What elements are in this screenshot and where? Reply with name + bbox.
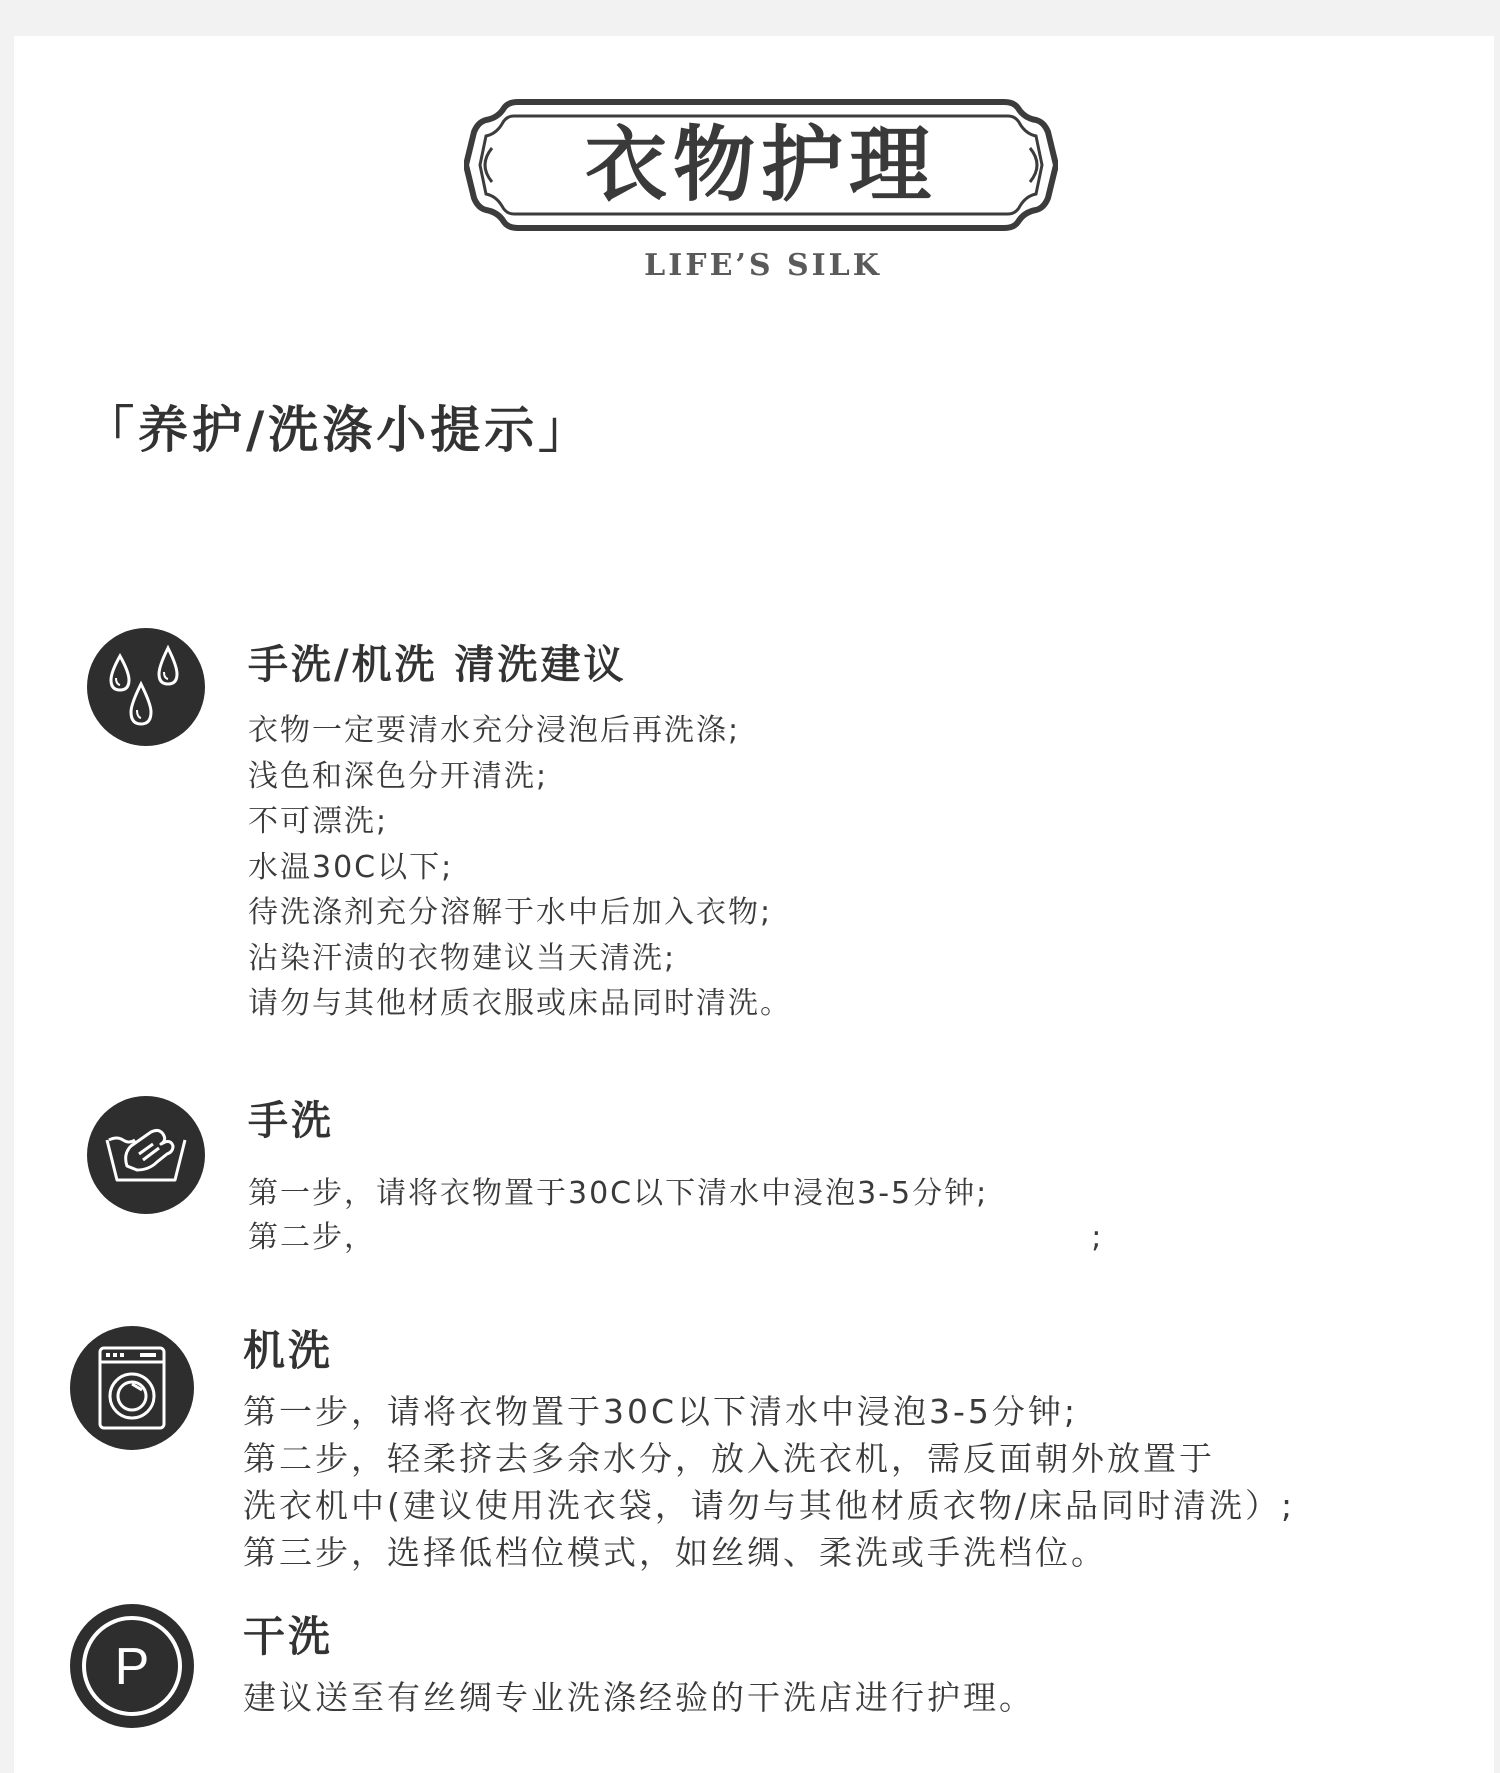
body-line: 第三步，选择低档位模式，如丝绸、柔洗或手洗档位。 (243, 1533, 1107, 1572)
water-drops-icon (87, 628, 205, 746)
care-page (14, 36, 1494, 1773)
section-title: 手洗 (248, 1098, 334, 1144)
section-body (248, 1172, 1103, 1260)
section-title: 干洗 (243, 1612, 334, 1661)
tips-heading: 「养护/洗涤小提示」 (84, 401, 593, 459)
body-line: 待洗涤剂充分溶解于水中后加入衣物; (248, 895, 773, 930)
dry-clean-p-icon (70, 1604, 194, 1728)
body-line: 建议送至有丝绸专业洗涤经验的干洗店进行护理。 (243, 1678, 1035, 1717)
body-line: 请勿与其他材质衣服或床品同时清洗。 (248, 986, 792, 1021)
body-line: 第二步，轻柔挤去多余水分，放入洗衣机，需反面朝外放置于 (243, 1439, 1215, 1478)
hand-wash-icon (87, 1096, 205, 1214)
body-line: 水温30C以下; (248, 849, 454, 885)
body-line: 洗衣机中(建议使用洗衣袋，请勿与其他材质衣物/床品同时清洗）; (243, 1486, 1296, 1525)
body-line: 第一步，请将衣物置于30C以下清水中浸泡3-5分钟; (243, 1392, 1079, 1431)
section-body (243, 1388, 1295, 1576)
section-title: 机洗 (243, 1326, 334, 1375)
dry-clean-letter: P (114, 1638, 150, 1696)
section-body (248, 708, 792, 1027)
section-title: 手洗/机洗 清洗建议 (248, 642, 627, 688)
brand-subtitle: LIFE’S SILK (644, 248, 882, 283)
body-line: 浅色和深色分开清洗; (248, 758, 549, 794)
body-line: 沾染汗渍的衣物建议当天清洗; (248, 940, 677, 976)
title-banner (464, 98, 1058, 232)
body-line: 第一步，请将衣物置于30C以下清水中浸泡3-5分钟; (248, 1176, 989, 1211)
body-line: 衣物一定要清水充分浸泡后再洗涤; (248, 713, 741, 748)
section-body (243, 1674, 1035, 1721)
washing-machine-icon (70, 1326, 194, 1450)
body-line: 不可漂洗; (248, 804, 389, 839)
banner-title: 衣物护理 (584, 117, 937, 213)
body-line: 第二步， ; (248, 1220, 1104, 1255)
